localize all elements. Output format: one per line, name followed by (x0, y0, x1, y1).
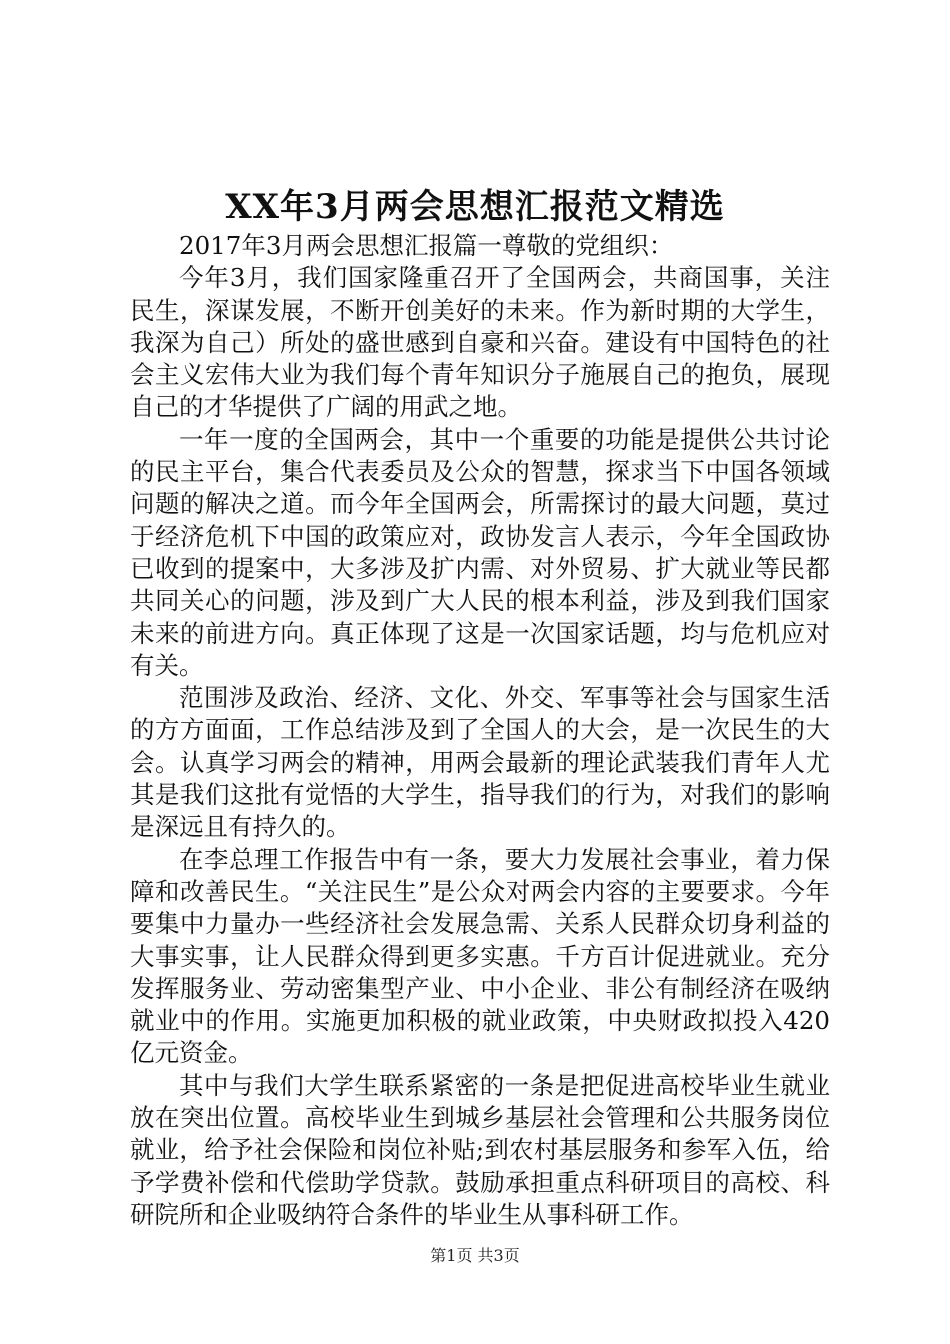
document-title: XX年3月两会思想汇报范文精选 (225, 187, 725, 227)
paragraph: 今年3月，我们国家隆重召开了全国两会，共商国事，关注民生，深谋发展，不断开创美好的未来。作为新时期的大学生，我深为自己）所处的盛世感到自豪和兴奋。建设有中国特色的社会主义宏伟大业为我们每个青年知识分子施展自己的抱负，展现自己的才华提供了广阔的用武之地。 (130, 263, 830, 422)
paragraph: 范围涉及政治、经济、文化、外交、军事等社会与国家生活的方方面面，工作总结涉及到了全国人的大会，是一次民生的大会。认真学习两会的精神，用两会最新的理论武装我们青年人尤其是我们这批有觉悟的大学生，指导我们的行为，对我们的影响是深远且有持久的。 (130, 683, 830, 842)
document-body (130, 230, 830, 1231)
page-number-footer: 第1页 共3页 (430, 1246, 520, 1265)
paragraph: 其中与我们大学生联系紧密的一条是把促进高校毕业生就业放在突出位置。高校毕业生到城乡基层社会管理和公共服务岗位就业，给予社会保险和岗位补贴;到农村基层服务和参军入伍，给予学费补偿和代偿助学贷款。鼓励承担重点科研项目的高校、科研院所和企业吸纳符合条件的毕业生从事科研工作。 (130, 1070, 830, 1229)
paragraph: 一年一度的全国两会，其中一个重要的功能是提供公共讨论的民主平台，集合代表委员及公众的智慧，探求当下中国各领域问题的解决之道。而今年全国两会，所需探讨的最大问题，莫过于经济危机下中国的政策应对，政协发言人表示，今年全国政协已收到的提案中，大多涉及扩内需、对外贸易、扩大就业等民都共同关心的问题，涉及到广大人民的根本利益，涉及到我们国家未来的前进方向。真正体现了这是一次国家话题，均与危机应对有关。 (130, 424, 830, 680)
paragraph: 在李总理工作报告中有一条，要大力发展社会事业，着力保障和改善民生。“关注民生”是公众对两会内容的主要要求。今年要集中力量办一些经济社会发展急需、关系人民群众切身利益的大事实事，让人民群众得到更多实惠。千方百计促进就业。充分发挥服务业、劳动密集型产业、中小企业、非公有制经济在吸纳就业中的作用。实施更加积极的就业政策，中央财政拟投入420亿元资金。 (130, 844, 830, 1068)
paragraph-salutation: 2017年3月两会思想汇报篇一尊敬的党组织： (179, 231, 674, 260)
